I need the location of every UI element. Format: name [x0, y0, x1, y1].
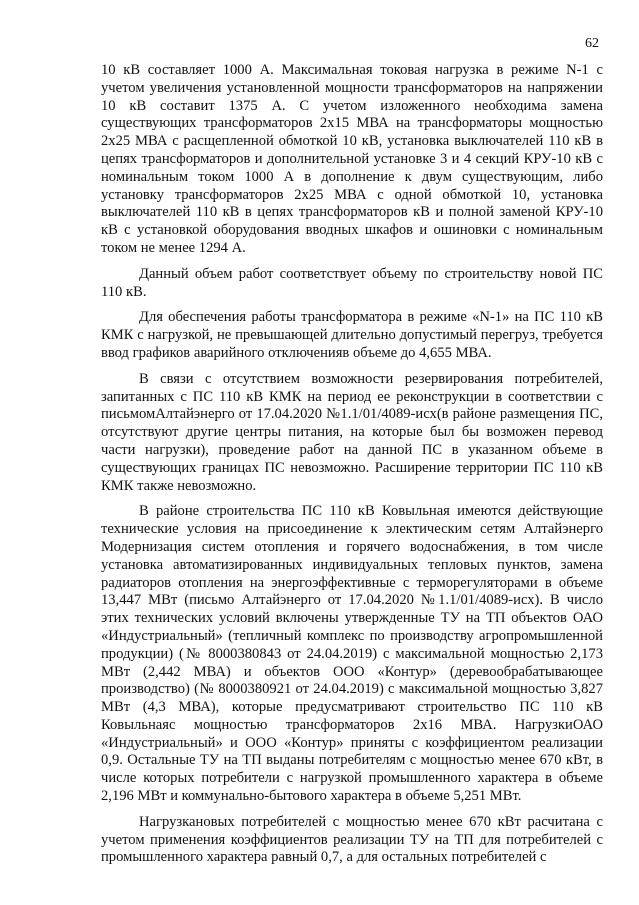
paragraph-5: В районе строительства ПС 110 кВ Ковыльная имеются действующие технические условия на присоединение к электическим сетям Алтайэнерго Модернизация систем отопления и горячего водоснабжения, в том числе установка автоматизированных индивидуальных тепловых пунктов, замена радиаторов отопления на энергоэффективные с терморегуляторами в объеме 13,447 МВт (письмо Алтайэнерго от 17.04.2020 №1.1/01/4089-исх). В число этих технических условий включены утвержденные ТУ на ТП объектов ОАО «Индустриальный» (тепличный комплекс по производству агропромышленной продукции) (№ 8000380843 от 24.04.2019) с максимальной мощностью 2,173 МВт (2,442 МВА) и объектов ООО «Контур» (деревообрабатывающее производство) (№ 8000380921 от 24.04.2019) с максимальной мощностью 3,827 МВт (4,3 МВА), которые предусматривают строительство ПС 110 кВ Ковыльнаяс мощностью трансформаторов 2х16 МВА. НагрузкиОАО «Индустриальный» и ООО «Контур» приняты с коэффициентом реализации 0,9. Остальные ТУ на ТП выданы потребителям с мощностью менее 670 кВт, в числе которых потребители с нагрузкой промышленного характера в объеме 2,196 МВт и коммунально-бытового характера в объеме 5,251 МВт.	[101, 503, 603, 805]
document-body	[101, 62, 603, 867]
paragraph-2: Данный объем работ соответствует объему по строительству новой ПС 110 кВ.	[101, 265, 603, 300]
paragraph-1: 10 кВ составляет 1000 А. Максимальная токовая нагрузка в режиме N-1 с учетом увеличения установленной мощности трансформаторов на напряжении 10 кВ составит 1375 А. С учетом изложенного необходима замена существующих трансформаторов 2х15 МВА на трансформаторы мощностью 2х25 МВА с расщепленной обмоткой 10 кВ, установка выключателей 110 кВ в цепях трансформаторов и дополнительной установке 3 и 4 секций КРУ-10 кВ с номинальным током 1000 А в дополнение к двум существующим, либо установку трансформаторов 2х25 МВА с одной обмоткой 10, установка выключателей 110 кВ в цепях трансформаторов кВ и полной заменой КРУ-10 кВ с установкой оборудования вводных шкафов и ошиновки с номинальным током не менее 1294 А.	[101, 62, 603, 256]
page-number: 62	[585, 36, 599, 51]
paragraph-4: В связи с отсутствием возможности резервирования потребителей, запитанных с ПС 110 кВ КМК на период ее реконструкции в соответствии с письмомАлтайэнерго от 17.04.2020 №1.1/01/4089-исх(в районе размещения ПС, отсутствуют другие центры питания, на которые был бы возможен перевод части нагрузки), проведение работ на данной ПС в указанном объеме в существующих границах ПС невозможно. Расширение территории ПС 110 кВ КМК также невозможно.	[101, 370, 603, 494]
paragraph-6: Нагрузкановых потребителей с мощностью менее 670 кВт расчитана с учетом применения коэффициентов реализации ТУ на ТП для потребителей с промышленного характера равный 0,7, а для остальных потребителей с	[101, 813, 603, 866]
paragraph-3: Для обеспечения работы трансформатора в режиме «N-1» на ПС 110 кВ КМК с нагрузкой, не превышающей длительно допустимый перегруз, требуется ввод графиков аварийного отключенияв объеме до 4,655 МВА.	[101, 309, 603, 361]
